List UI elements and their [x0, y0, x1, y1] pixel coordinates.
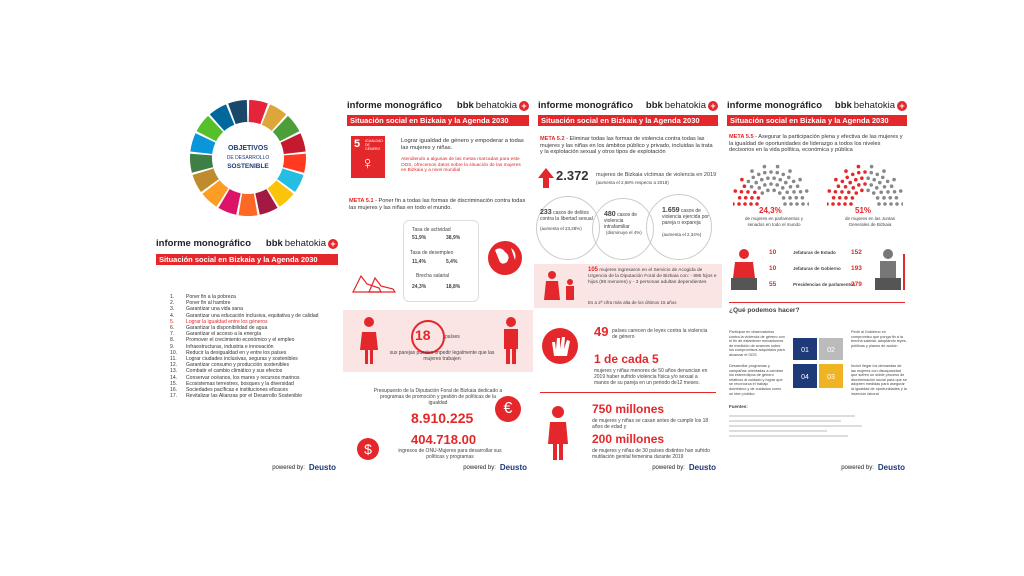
seat: [784, 181, 788, 185]
report-label: informe monográfico: [538, 100, 634, 111]
goal-item: 17. Revitalizar las Alianzas por el Desarrollo Sostenible: [170, 393, 303, 400]
leader-label: Jefaturas de Gobierno: [793, 266, 841, 271]
seat: [743, 202, 747, 206]
seat: [757, 173, 761, 177]
seat: [869, 183, 873, 187]
fgm-number: 200 millones: [592, 432, 665, 446]
seat: [895, 196, 899, 200]
hand-stop-icon: [542, 328, 578, 364]
goal-item: 5. Lograr la igualdad entre los géneros: [170, 318, 268, 325]
seat: [807, 202, 809, 206]
seat: [785, 190, 789, 194]
seat: [870, 165, 874, 169]
seat: [890, 184, 894, 188]
seat: [778, 178, 782, 182]
seat: [750, 185, 754, 189]
seat: [843, 202, 847, 206]
seat: [844, 196, 848, 200]
seat: [851, 196, 855, 200]
seat: [799, 190, 803, 194]
seat: [847, 190, 851, 194]
subtitle-bar: Situación social en Bizkaia y la Agenda 2030: [156, 254, 338, 265]
seat: [827, 189, 831, 193]
action-step-text: Desarrollar programas y campañas orientadas a cambiar los estereotipos de género relativos al cuidado y lograr que se reconozca el trabajo doméstico y de cuidados como un bien público: [729, 364, 784, 396]
seat: [841, 180, 845, 184]
deusto-logo: Deusto: [877, 463, 905, 472]
seat: [757, 196, 761, 200]
seat: [895, 202, 899, 206]
seat: [751, 176, 755, 180]
laws-number: 49: [594, 324, 609, 339]
seat: [788, 196, 792, 200]
seat: [851, 173, 855, 177]
up-arrow-icon: [538, 168, 554, 188]
svg-text:03: 03: [827, 374, 835, 381]
deusto-logo: Deusto: [308, 463, 336, 472]
panel2-header: [347, 100, 529, 111]
seat: [857, 171, 861, 175]
seat: [763, 171, 767, 175]
seat: [794, 196, 798, 200]
subtitle-bar: Situación social en Bizkaia y la Agenda 2030: [347, 115, 529, 126]
seat: [753, 190, 757, 194]
seat: [831, 202, 835, 206]
seat: [740, 178, 744, 182]
svg-text:SOSTENIBLE: SOSTENIBLE: [227, 163, 269, 170]
goal5-icon: 5 IGUALDAD DE GÉNERO ♀: [351, 136, 385, 178]
seat: [766, 176, 770, 180]
powered-by: powered by: Deusto: [272, 463, 336, 472]
action-step-text: Pedir al Gobierno en compromiso que ponga fin a la brecha salarial, adoptando leyes, políticas y planes de acción: [851, 330, 907, 348]
man-icon: [501, 316, 521, 366]
seat: [789, 202, 793, 206]
action-step-text: Incluir llegar los demandas de las mujeres con discapacidad que sufren un doble proceso de discriminación social para que se adopten medidas para asegurar la igualdad de oportunidades y la inserción laboral: [851, 364, 907, 396]
seat: [763, 165, 767, 169]
victims-text: mujeres de Bizkaia víctimas de violencia en 2019: [596, 172, 717, 178]
seat: [863, 182, 867, 186]
countries-text: sus parejas pueden impedir legalmente que las mujeres trabajen: [389, 350, 495, 362]
seat: [844, 185, 848, 189]
seat: [848, 181, 852, 185]
ngo-number: 404.718.00: [411, 432, 477, 447]
seat: [888, 196, 892, 200]
seat: [892, 178, 896, 182]
plus-icon: +: [519, 101, 529, 111]
goal-item: 16. Sociedades pacíficas e instituciones eficaces: [170, 387, 288, 394]
seat: [754, 181, 758, 185]
seat: [845, 176, 849, 180]
subtitle-bar: Situación social en Bizkaia y la Agenda 2030: [538, 115, 718, 126]
seat: [743, 184, 747, 188]
parliament-world-icon: [733, 162, 809, 206]
seat: [788, 169, 792, 173]
seat: [801, 202, 805, 206]
panel-goal5-violence: informe monográfico bbk behatokia + Situación social en Bizkaia y la Agenda 2030 META 5.2 - Eliminar todas las formas de violencia contra todas las mujeres y las niñas en los ámbitos público y privado, incluidas la trata y la explotación sexual y otros tipos de explotación 2.372 mujeres de Bizkaia víctimas de violencia en 2019 (aumenta el 2,68% respecto a 2018) 233 casos de delitos contra la libertad sexual (aumenta el 23,28%) 480 casos de violencia intrafamiliar (disminuye el 4%) 1.659 casos de violencia ejercida por pareja o expareja (aumenta el 2,34%) 105 mujeres ingresaron en el Servicio de Acogida de Urgencia de la Diputación Foral de Bizkaia con: - 886 hijos e hijos (88 menores) y - 3 personas adultas dependientes Es a 2ª cifra más alta de los últimos 15 años 49 países carecen de leyes contra la violencia de género 1 de cada 5 mujeres y niñas menores de 50 años denuncian en 2019 haber sufrido violencia física y/o sexual a manos de su pareja en un periodo de12 meses. 750 millones de mujeres y niñas se casan antes de cumplir los 18 años de edad y 200 millones de mujeres y niñas de 30 países distintos han sufrido mutilación genital femenina durante 2019 powered by: Deusto: [534, 88, 722, 480]
seat: [827, 202, 829, 206]
seat: [851, 186, 855, 190]
seat: [744, 196, 748, 200]
leader-label: Jefaturas de Estado: [793, 250, 836, 255]
seat: [766, 189, 770, 193]
euro-icon: €: [495, 396, 521, 422]
victims-number: 2.372: [556, 168, 589, 183]
seat: [863, 170, 867, 174]
seat: [792, 180, 796, 184]
seat: [792, 190, 796, 194]
married-number: 750 millones: [592, 402, 665, 416]
goal-item: 7. Garantizar el acceso a la energía: [170, 331, 262, 338]
panel-sdg-overview: [152, 88, 342, 480]
powered-by: powered by: Deusto: [463, 463, 527, 472]
leader-men-count: 152: [851, 249, 862, 256]
seat: [881, 176, 885, 180]
seat: [877, 202, 881, 206]
goal-item: 12. Garantizar consumo y producción sostenibles: [170, 362, 290, 369]
goal-item: 14. Conservar océanos, los mares y recursos marinos: [170, 374, 300, 381]
seat: [886, 190, 890, 194]
svg-text:04: 04: [801, 374, 809, 381]
seat: [749, 202, 753, 206]
seat: [796, 184, 800, 188]
seat: [781, 173, 785, 177]
sdg-wheel-logo: [188, 98, 308, 218]
seat: [775, 171, 779, 175]
seat: [857, 183, 861, 187]
panel4-header: [727, 100, 907, 111]
seat: [776, 165, 780, 169]
budget-number: 8.910.225: [411, 410, 474, 426]
powered-by: powered by: Deusto: [841, 463, 905, 472]
svg-text:02: 02: [827, 347, 835, 354]
budget-text: Presupuesto de la Diputación Foral de Bizkaia dedicado a programas de promoción y gestión de políticas de la igualdad: [373, 388, 503, 406]
plus-icon: +: [708, 101, 718, 111]
goal-item: 1. Poner fin a la pobreza: [170, 294, 236, 300]
plus-icon: +: [328, 239, 338, 249]
leader-women-count: 55: [769, 281, 777, 288]
seat: [783, 202, 787, 206]
seat: [882, 196, 886, 200]
seat: [763, 183, 767, 187]
sdg-goals-list: [170, 294, 319, 399]
seat: [750, 196, 754, 200]
one-in-five: 1 de cada 5: [594, 352, 659, 366]
goal5-intro: Lograr igualdad de género y empoderar a todas las mujeres y niñas.: [401, 138, 524, 151]
goal-item: 2. Poner fin al hambre: [170, 300, 231, 307]
panel3-header: [538, 100, 718, 111]
seat: [837, 202, 841, 206]
seat: [772, 189, 776, 193]
brand-logo: bbk behatokia +: [457, 100, 529, 111]
seat: [832, 196, 836, 200]
goal-item: 10. Reducir la desigualdad en y entre los países: [170, 349, 287, 356]
panel1-header: [156, 238, 338, 249]
seat: [869, 171, 873, 175]
parliament-bizkaia-icon: [827, 162, 903, 206]
leader-women-count: 10: [769, 249, 777, 256]
deusto-logo: Deusto: [499, 463, 527, 472]
seat: [737, 202, 741, 206]
seat: [875, 186, 879, 190]
seat: [837, 184, 841, 188]
seat: [747, 180, 751, 184]
sdg-segment: [238, 194, 257, 216]
dollar-icon: $: [357, 438, 379, 460]
seat: [769, 170, 773, 174]
report-label: informe monográfico: [347, 100, 443, 111]
goal-item: 15. Ecosistemas terrestres, bosques y la diversidad: [170, 380, 294, 387]
shoes-icon: [351, 266, 397, 296]
seat: [757, 186, 761, 190]
powered-by: powered by: Deusto: [652, 463, 716, 472]
seat: [778, 191, 782, 195]
seat: [860, 176, 864, 180]
seat: [875, 173, 879, 177]
seat: [878, 181, 882, 185]
seat: [795, 202, 799, 206]
seat: [883, 202, 887, 206]
goal-item: 11. Lograr ciudades inclusivas, seguras y sostenibles: [170, 356, 298, 363]
brand-logo: bbk behatokia +: [266, 238, 338, 249]
sources-text-block: [729, 412, 869, 440]
man-leader-icon: [873, 248, 907, 292]
seat: [876, 196, 880, 200]
leader-women-count: 10: [769, 265, 777, 272]
seat: [789, 185, 793, 189]
goal5-note: Atendiendo a algunas de las metas marcadas para este ODS, ofrecemos datos sobre la situación de las mujeres en Bizkaia y a nivel mundial: [401, 157, 521, 174]
goal-item: 13. Combatir el cambio climático y sus efectos: [170, 368, 283, 375]
seat: [844, 169, 848, 173]
brand-logo: bbk behatokia +: [646, 100, 718, 111]
seat: [782, 196, 786, 200]
seat: [746, 190, 750, 194]
leader-label: Presidencias de parlamentos: [793, 282, 856, 287]
goal-item: 8. Promover el crecimiento económico y el empleo: [170, 337, 295, 344]
action-step-text: Participar en observatorios contra la violencia de género con el fin de establecer mecanismos de medición de avances sobre los compromisos adquiridos para alcanzar el ODS: [729, 330, 785, 357]
cycle-diagram: [789, 334, 847, 392]
seat: [883, 185, 887, 189]
meta-5-2: META 5.2 - Eliminar todas las formas de violencia contra todas las mujeres y las niñas en los ámbitos público y privado, incluidas la trata y la explotación sexual y otros tipos de explotación: [540, 136, 713, 156]
seat: [886, 180, 890, 184]
seat: [834, 190, 838, 194]
family-icon: [542, 270, 582, 302]
seat: [750, 169, 754, 173]
goal-item: 6. Garantizar la disponibilidad de agua: [170, 325, 268, 332]
panel-goal5-leadership: informe monográfico bbk behatokia + Situación social en Bizkaia y la Agenda 2030 META 5.5 - Asegurar la participación plena y efectiva de las mujeres y la igualdad de oportunidades de liderazgo a todos los niveles decisorios en la vida política, económica y pública 24,3% de mujeres en parlamentos y senados en todo el mundo 51% de mujeres en las Juntas Generales de Bizkaia 10 Jefaturas de Estado 152 10 Jefaturas de Gobierno 193 55 Presidencias de parlamentos 279 ¿Qué podemos hacer? Participar en observatorios contra la violencia de género con el fin de establecer mecanismos de medición de avances sobre los compromisos adquiridos para alcanzar el ODS Pedir al Gobierno en compromiso que ponga fin a la brecha salarial, adoptando leyes, políticas y planes de acción Incluir llegar los demandas de las mujeres con discapacidad que sufren un doble proceso de discriminación social para que se adopten medidas para asegurar la igualdad de oportunidades y la inserción laboral Desarrollar programas y campañas orientadas a cambiar los estereotipos de género relativos al cuidado y lograr que se reconozca el trabajo doméstico y de cuidados como un bien público 01 02 04 03 Fuentes: powered by: Deusto: [723, 88, 911, 480]
svg-text:DE DESARROLLO: DE DESARROLLO: [226, 155, 270, 161]
seat: [781, 186, 785, 190]
woman-leader-icon: [729, 248, 759, 292]
seat: [838, 196, 842, 200]
venn-circle-3: [646, 194, 712, 260]
what-can-we-do: ¿Qué podemos hacer?: [729, 307, 800, 314]
countries-number: 18: [415, 327, 431, 343]
report-label: informe monográfico: [727, 100, 823, 111]
seat: [866, 189, 870, 193]
seat: [899, 189, 903, 193]
svg-text:01: 01: [801, 347, 809, 354]
seat: [834, 178, 838, 182]
seat: [738, 196, 742, 200]
report-label: informe monográfico: [156, 238, 252, 249]
meta-5-5: META 5.5 - Asegurar la participación plena y efectiva de las mujeres y la igualdad de oportunidades de liderazgo a todos los niveles decisorios en la vida política, económica y pública: [729, 134, 903, 154]
seat: [805, 189, 809, 193]
seat: [787, 176, 791, 180]
seat: [733, 189, 737, 193]
goal-item: 4. Garantizar una educación inclusiva, equitativa y de calidad: [170, 312, 319, 319]
woman-icon: [359, 316, 379, 366]
seat: [872, 191, 876, 195]
seat: [879, 190, 883, 194]
meta-5-1: META 5.1 - Poner fin a todas las formas de discriminación contra todas las mujeres y las niñas en todo el mundo.: [349, 198, 526, 211]
seat: [801, 196, 805, 200]
leader-men-count: 279: [851, 281, 862, 288]
seat: [889, 202, 893, 206]
seat: [849, 202, 853, 206]
seat: [772, 176, 776, 180]
panel-goal5-intro: informe monográfico bbk behatokia + Situación social en Bizkaia y la Agenda 2030 5 IGUALDAD DE GÉNERO ♀ Lograr igualdad de género y empoderar a todas las mujeres y niñas. Atendiendo a algunas de las metas marcadas para este ODS, ofrecemos datos sobre la situación de las mujeres en Bizkaia y a nivel mundial META 5.1 - Poner fin a todas las formas de discriminación contra todas las mujeres y las niñas en todo el mundo. Tasa de actividad 51,9% 38,9% Tasa de desempleo 11,4% 5,4% Brecha salarial 24,3% 18,8% 18 países sus parejas pueden impedir legalmente que las mujeres trabajen Presupuesto de la Diputación Foral de Bizkaia dedicado a programas de promoción y gestión de políticas de la igualdad 8.910.225 € $ 404.718.00 ingresos de ONU-Mujeres para desarrollar sus políticas y programas powered by: Deusto: [343, 88, 533, 480]
seat: [740, 190, 744, 194]
girl-icon: [546, 404, 570, 464]
leader-men-count: 193: [851, 265, 862, 272]
employment-stats-box: Tasa de actividad 51,9% 38,9% Tasa de desempleo 11,4% 5,4% Brecha salarial 24,3% 18,8%: [403, 220, 479, 302]
seat: [760, 178, 764, 182]
brand-logo: bbk behatokia +: [835, 100, 907, 111]
globe-icon: [485, 238, 525, 278]
seat: [857, 165, 861, 169]
seat: [733, 202, 735, 206]
deusto-logo: Deusto: [688, 463, 716, 472]
subtitle-bar: Situación social en Bizkaia y la Agenda 2030: [727, 115, 907, 126]
seat: [860, 189, 864, 193]
ngo-text: ingresos de ONU-Mujeres para desarrollar sus políticas y programas: [398, 448, 502, 460]
seat: [798, 178, 802, 182]
seat: [893, 190, 897, 194]
sources-label: Fuentes:: [729, 404, 748, 409]
seat: [854, 191, 858, 195]
seat: [866, 176, 870, 180]
svg-text:OBJETIVOS: OBJETIVOS: [227, 145, 269, 152]
plus-icon: +: [897, 101, 907, 111]
seat: [840, 190, 844, 194]
seat: [872, 178, 876, 182]
seat: [882, 169, 886, 173]
seat: [854, 178, 858, 182]
seat: [775, 183, 779, 187]
seat: [769, 182, 773, 186]
seat: [760, 191, 764, 195]
goal-item: 3. Garantizar una vida sana: [170, 306, 243, 313]
goal-item: 9. Infraestructuras, industria e innovación: [170, 343, 274, 350]
seat: [901, 202, 903, 206]
